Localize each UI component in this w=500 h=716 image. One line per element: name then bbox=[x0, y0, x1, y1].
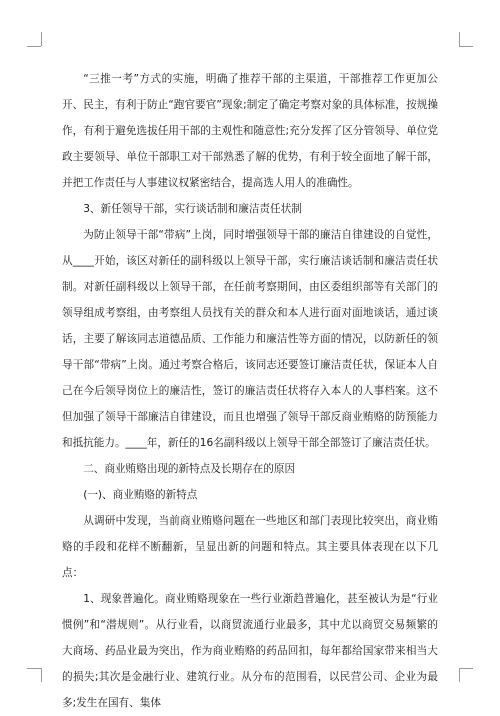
paragraph-research-findings: 从调研中发现，当前商业贿赂问题在一些地区和部门表现比较突出，商业贿赂的手段和花样不断翻新，呈显出新的问题和特点。其主要具体表现在以下几点： bbox=[62, 515, 438, 579]
subsection-heading-new-features: (一)、商业贿赂的新特点 bbox=[83, 489, 198, 501]
paragraph-phenomenon-widespread: 1、现象普遍化。商业贿赂现象在一些行业渐趋普遍化，甚至被认为是“行业惯例”和“潜规则”。从行业看，以商贸流通行业最多，其中尤以商贸交易频繁的大商场、药品业最为突出，作为商业贿赂的药品回扣，每年都给国家带来相当大的损失;其次是金融行业、建筑行业。从分布的范围看，以民营公司、企业为最多;发生在国有、集体 bbox=[62, 593, 438, 709]
section-heading-new-cadre-talk-system: 3、新任领导干部，实行谈话制和廉洁责任状制 bbox=[83, 203, 302, 215]
section-heading-new-features-causes: 二、商业贿赂出现的新特点及长期存在的原因 bbox=[83, 463, 296, 475]
document-body bbox=[62, 66, 438, 716]
paragraph-three-recommend-one-exam: “三推一考”方式的实施，明确了推荐干部的主渠道，干部推荐工作更加公开、民主，有利于防止“跑官要官”现象;制定了确定考察对象的具体标准，按规操作，有利于避免选拔任用干部的主观性和随意性;充分发挥了区分管领导、单位党政主要领导、单位干部职工对干部熟悉了解的优势，有利于较全面地了解干部，并把工作责任与人事建议权紧密结合，提高选人用人的准确性。 bbox=[62, 73, 438, 189]
paragraph-integrity-responsibility: 为防止领导干部“带病”上岗，同时增强领导干部的廉洁自律建设的自觉性，从____开始，该区对新任的副科级以上领导干部，实行廉洁谈话制和廉洁责任状制。对新任副科级以上领导干部，在任前考察期间，由区委组织部等有关部门的领导组成考察组，由考察组人员找有关的群众和本人进行面对面地谈话，通过谈话，主要了解该同志道德品质、工作能力和廉洁性等方面的情况，以防新任的领导干部“带病”上岗。通过考察合格后，该同志还要签订廉洁责任状，保证本人自己在今后领导岗位上的廉洁性，签订的廉洁责任状将存入本人的人事档案。这不但加强了领导干部廉洁自律建设，而且也增强了领导干部反商业贿赂的防预能力和抵抗能力。____年，新任的16名副科级以上领导干部全部签订了廉洁责任状。 bbox=[62, 229, 438, 449]
